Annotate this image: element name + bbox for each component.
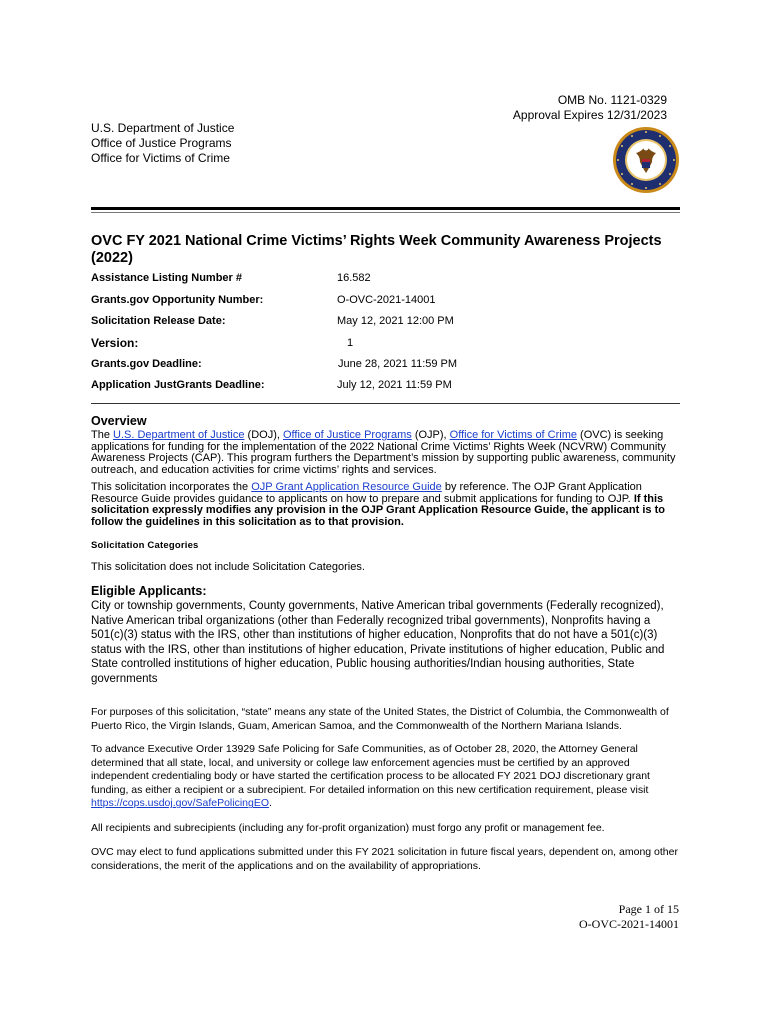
categories-text: This solicitation does not include Solicitation Categories.	[91, 561, 365, 573]
text-span: by reference. The OJP Grant Application Resource Guide provides guidance to applicants on how to prepare and submit applications for funding to OJP.	[91, 481, 642, 505]
meta-value: May 12, 2021 12:00 PM	[337, 315, 454, 327]
text-span: (DOJ),	[244, 429, 283, 441]
text-span: To advance Executive Order 13929 Safe Policing for Safe Communities, as of October 28, 2020, the Attorney General determined that all state, local, and university or college law enforcement agencies must be certified by an approved independent credentialing body or have started the certification process to be allocated FY 2021 DOJ discretionary grant funding, as either a recipient or a subrecipient. For detailed information on this new certification requirement, please visit	[91, 743, 650, 796]
link-resource-guide[interactable]: OJP Grant Application Resource Guide	[251, 481, 442, 493]
meta-label: Grants.gov Deadline:	[91, 358, 202, 370]
meta-row-listing	[91, 270, 681, 286]
omb-block	[513, 93, 667, 123]
meta-row-justgrants-deadline	[91, 377, 681, 393]
text-span: (OVC) is seeking applications for funding for the implementation of the 2022 National Crime Victims’ Rights Week (NCVRW) Community Awareness Projects (CAP). This program furthers the Department’s mission by supporting public awareness, community outreach, and education activities for crime victims’ rights and services.	[91, 429, 676, 476]
meta-row-version	[91, 335, 681, 351]
page-title: OVC FY 2021 National Crime Victims’ Rights Week Community Awareness Projects (2022)	[91, 233, 662, 266]
text-span: .	[269, 797, 272, 810]
solicitation-number: O-OVC-2021-14001	[579, 917, 679, 931]
meta-value: 16.582	[337, 272, 371, 284]
meta-row-release	[91, 313, 681, 329]
eligible-heading: Eligible Applicants:	[91, 584, 207, 598]
text-span: The	[91, 429, 114, 441]
link-ovc[interactable]: Office for Victims of Crime	[449, 429, 577, 441]
overview-paragraph	[91, 430, 681, 476]
page-number: Page 1 of 15	[618, 902, 679, 916]
agency-line-ojp: Office of Justice Programs	[91, 136, 232, 150]
meta-label: Solicitation Release Date:	[91, 315, 226, 327]
meta-value: June 28, 2021 11:59 PM	[338, 358, 458, 370]
emphasis-text: If this solicitation expressly modifies any provision in the OJP Grant Application Resource Guide, the applicant is to follow the guidelines in this solicitation as to that provision.	[91, 492, 665, 528]
agency-line-ovc: Office for Victims of Crime	[91, 151, 230, 165]
text-span: This solicitation incorporates the	[91, 481, 252, 493]
resource-guide-paragraph	[91, 482, 681, 528]
meta-value: July 12, 2021 11:59 PM	[337, 379, 452, 391]
eligible-text: City or township governments, County governments, Native American tribal governments (Federally recognized), Native American tribal organizations (other than Federally recognized tribal governments), Nonprofits having a 501(c)(3) status with the IRS, other than institutions of higher education, Nonprofits that do not have a 501(c)(3) status with the IRS, other than institutions of higher education, Private institutions of higher education, Public and State controlled institutions of higher education, Public housing authorities/Indian housing authorities, State governments	[91, 600, 665, 685]
link-safe-policing[interactable]: https://cops.usdoj.gov/SafePolicingEO	[91, 797, 270, 810]
omb-number: OMB No. 1121-0329	[557, 93, 667, 107]
executive-order-paragraph	[91, 743, 681, 811]
future-funding-paragraph: OVC may elect to fund applications submitted under this FY 2021 solicitation in future fiscal years, dependent on, among other considerations, the merit of the applications and on the availability of appropriations.	[91, 846, 678, 872]
meta-label: Application JustGrants Deadline:	[91, 379, 265, 391]
meta-label: Assistance Listing Number #	[91, 272, 242, 284]
doj-seal-icon	[612, 126, 680, 194]
page-footer	[579, 902, 679, 932]
meta-row-grants-deadline	[91, 356, 681, 372]
link-doj[interactable]: U.S. Department of Justice	[113, 429, 245, 441]
state-definition-paragraph: For purposes of this solicitation, “state” means any state of the United States, the District of Columbia, the Commonwealth of Puerto Rico, the Virgin Islands, Guam, American Samoa, and the Commonwealth of the Northern Mariana Islands.	[91, 706, 669, 732]
overview-heading: Overview	[91, 414, 147, 428]
section-rule	[91, 403, 680, 404]
meta-label: Version:	[91, 336, 139, 350]
meta-label: Grants.gov Opportunity Number:	[91, 294, 264, 306]
text-span: (OJP),	[411, 429, 450, 441]
agency-block	[91, 121, 234, 166]
link-ojp[interactable]: Office of Justice Programs	[282, 429, 412, 441]
header-rule	[91, 207, 680, 210]
categories-heading: Solicitation Categories	[91, 540, 199, 551]
approval-expires: Approval Expires 12/31/2023	[512, 108, 667, 122]
meta-value: O-OVC-2021-14001	[337, 294, 436, 306]
agency-line-doj: U.S. Department of Justice	[91, 121, 235, 135]
meta-value: 1	[347, 337, 354, 349]
profit-paragraph: All recipients and subrecipients (including any for-profit organization) must forgo any profit or management fee.	[91, 822, 605, 834]
meta-row-opportunity	[91, 292, 681, 308]
header-rule-thin	[91, 212, 680, 213]
